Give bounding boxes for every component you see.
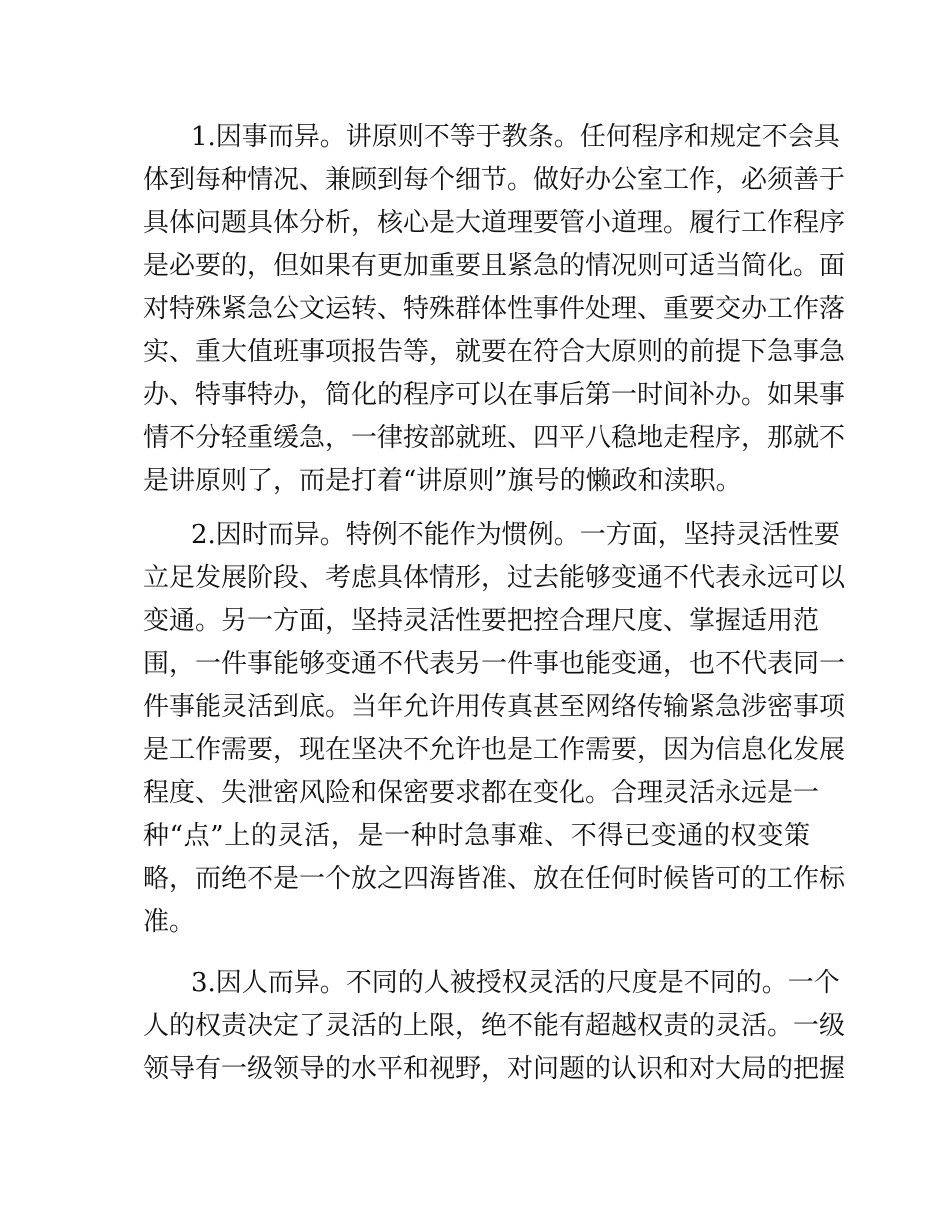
paragraph-line: 是工作需要，现在坚决不允许也是工作需要，因为信息化发展 [143, 735, 846, 765]
paragraph-line: 具体问题具体分析，核心是大道理要管小道理。履行工作程序 [143, 208, 846, 238]
paragraph-line: 件事能灵活到底。当年允许用传真甚至网络传输紧急涉密事项 [143, 692, 846, 722]
paragraph-line: 是讲原则了，而是打着“讲原则”旗号的懒政和渎职。 [143, 466, 742, 496]
paragraph-line: 变通。另一方面，坚持灵活性要把控合理尺度、掌握适用范 [143, 606, 820, 636]
paragraph-line: 种“点”上的灵活，是一种时急事难、不得已变通的权变策 [143, 821, 810, 851]
paragraph-line: 3.因人而异。不同的人被授权灵活的尺度是不同的。一个 [191, 968, 840, 998]
paragraph-line: 立足发展阶段、考虑具体情形，过去能够变通不代表永远可以 [143, 563, 846, 593]
paragraph-line: 办、特事特办，简化的程序可以在事后第一时间补办。如果事 [143, 380, 846, 410]
paragraph-line: 体到每种情况、兼顾到每个细节。做好办公室工作，必须善于 [143, 165, 846, 195]
paragraph-2 [143, 514, 846, 944]
paragraph-line: 实、重大值班事项报告等，就要在符合大原则的前提下急事急 [143, 337, 846, 367]
paragraph-line: 围，一件事能够变通不代表另一件事也能变通，也不代表同一 [143, 649, 846, 679]
paragraph-line: 情不分轻重缓急，一律按部就班、四平八稳地走程序，那就不 [143, 423, 846, 453]
paragraph-line: 程度、失泄密风险和保密要求都在变化。合理灵活永远是一 [143, 778, 820, 808]
paragraph-line: 略，而绝不是一个放之四海皆准、放在任何时候皆可的工作标 [143, 864, 846, 894]
paragraph-line: 准。 [143, 907, 196, 937]
paragraph-line: 1.因事而异。讲原则不等于教条。任何程序和规定不会具 [191, 122, 840, 152]
paragraph-line: 是必要的，但如果有更加重要且紧急的情况则可适当简化。面 [143, 251, 846, 281]
paragraph-3 [143, 962, 846, 1091]
paragraph-line: 领导有一级领导的水平和视野，对问题的认识和对大局的把握 [143, 1054, 846, 1084]
paragraph-line: 对特殊紧急公文运转、特殊群体性事件处理、重要交办工作落 [143, 294, 846, 324]
paragraph-line: 2.因时而异。特例不能作为惯例。一方面，坚持灵活性要 [191, 520, 840, 550]
paragraph-1 [143, 116, 846, 503]
paragraph-line: 人的权责决定了灵活的上限，绝不能有超越权责的灵活。一级 [143, 1011, 846, 1041]
